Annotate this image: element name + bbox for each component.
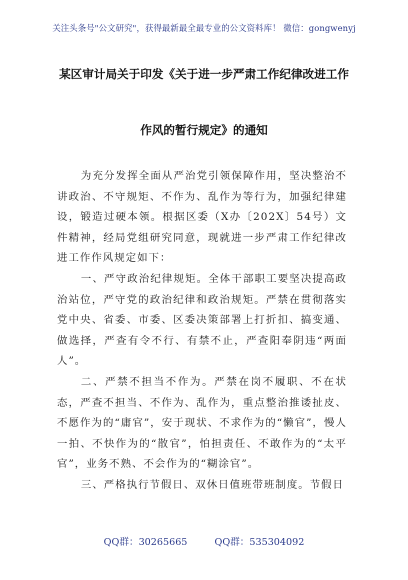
paragraph-section-3: 三、严格执行节假日、双休日值班带班制度。节假日 [80, 478, 345, 491]
paragraph-section-2: 二、严禁不担当不作为。严禁在岗不履职、不在状态，严查不担当、不作为、乱作为，重点整治推诿扯皮、不愿作为的“庸官”，安于现状、不求作为的“懒官”，慢人一拍、不快作为的“散官”，怕担责任、不敢作为的“太平官”，业务不熟、不会作为的“糊涂官”。 [57, 375, 347, 471]
paragraph-section-1: 一、严守政治纪律规矩。全体干部职工要坚决提高政治站位，严守党的政治纪律和政治规矩。严禁在贯彻落实党中央、省委、市委、区委决策部署上打折扣、搞变通、做选择，严查有令不行、有禁不止，严查阳奉阴违“两面人”。 [57, 272, 347, 368]
header-banner: 关注头条号"公文研究"，获得最新最全最专业的公文资料库！ 微信：gongwenyj [52, 23, 356, 33]
document-body [57, 166, 347, 496]
document-title-line-1: 某区审计局关于印发《关于进一步严肃工作纪律改进工作 [59, 67, 349, 81]
footer-qq-group-2: QQ群：535304092 [214, 537, 305, 548]
footer-qq-group-1: QQ群：30265665 [103, 537, 188, 548]
document-title-line-2: 作风的暂行规定》的通知 [140, 123, 268, 137]
paragraph-intro: 为充分发挥全面从严治党引领保障作用，坚决整治不讲政治、不守规矩、不作为、乱作为等行为，加强纪律建设，锻造过硬本领。根据区委（X办〔202X〕54号）文件精神，经局党组研究同意，现就进一步严肃工作纪律改进工作作风规定如下： [57, 170, 347, 265]
footer-contact [0, 534, 408, 548]
